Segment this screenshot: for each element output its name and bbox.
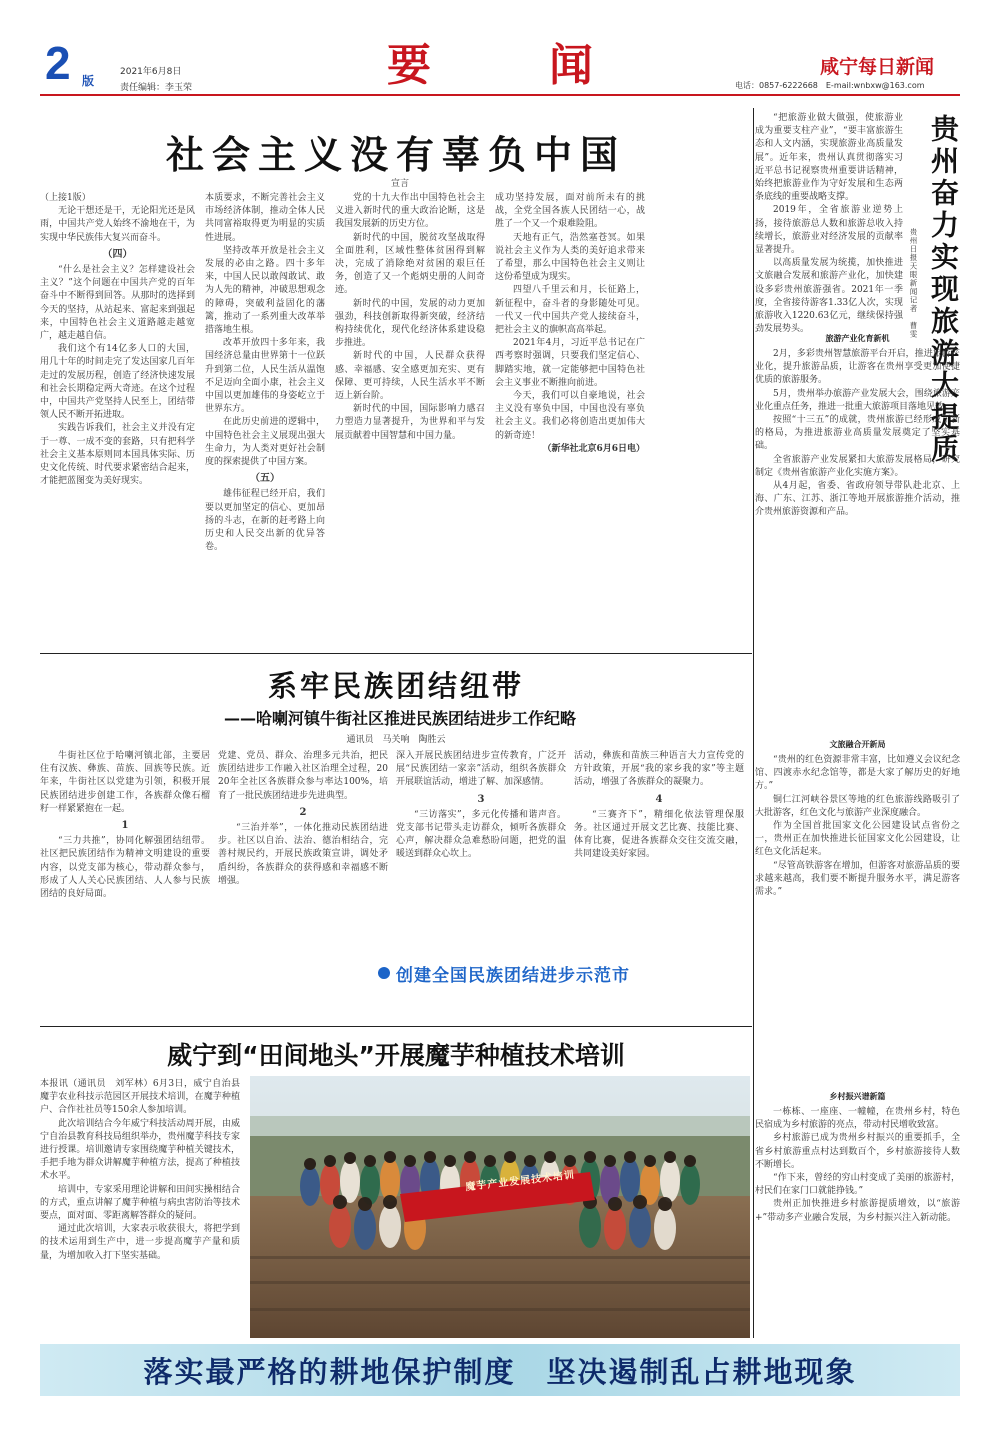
demo-city-banner: 创建全国民族团结进步示范市 (378, 960, 748, 986)
photo-banner-text: 魔芋产业发展技术培训 (464, 1169, 576, 1194)
article-column-4: 活动，彝族和苗族三种语言大力宣传党的方针政策，开展“我的家乡我的家”等主题活动，增强了各族群众的凝聚力。 4 “三赛齐下”，精细化依法管理保服务。社区通过开展文艺比赛、技能比赛、体育比赛，促进各族群众交往交流交融，共同建设美好家园。 (574, 751, 744, 860)
page-number: 2 (45, 37, 71, 89)
paper-name: 咸宁每日新闻 (820, 56, 935, 78)
editor-credit: 责任编辑：李玉荣 (120, 83, 193, 93)
article-body: 本报讯（通讯员 刘军林）6月3日，威宁自治县魔芋农业科技示范园区开展技术培训，在魔芋种植户、合作社社员等150余人参加培训。 此次培训结合今年威宁科技活动周开展，由威宁自治县教育科技局组织举办，贵州魔芋科技专家进行授课。培训邀请专家围绕魔芋种植关键技术，手把手地为群众讲解魔芋种植方法，提高了种植技术水平。 培训中，专家采用理论讲解和田间实操相结合的方式，重点讲解了魔芋种植与病虫害防治等技术要点，面对面、零距离解答群众的疑问。 通过此次培训，大家表示收获很大，将把学到的技术运用到生产中，进一步提高魔芋产量和质量，为增加收入打下坚实基础。 (40, 1079, 240, 1261)
article-byline: 宣言 (390, 179, 409, 189)
side-column-tourism (755, 108, 960, 1338)
article-subtitle: ——哈喇河镇牛街社区推进民族团结进步工作纪略 (223, 709, 576, 728)
side-block-2: 2月，多彩贵州智慧旅游平台开启，推进旅游产业化，提升旅游品质，让游客在贵州享受更加便捷优质的旅游服务。 5月，贵州举办旅游产业发展大会，围绕旅游产业化重点任务，推进一批重大旅游项目落地见效。 按照“十三五”的成就，贵州旅游已经形成了新的格局，为推进旅游业高质量发展奠定了坚实基础。 全省旅游产业发展紧扣大旅游发展格局，研究制定《贵州省旅游产业化实施方案》。 从4月起，省委、省政府领导带队赴北京、上海、广东、江苏、浙江等地开展旅游推介活动，推介贵州旅游资源和产品。 (755, 349, 960, 518)
article-column-3: 深入开展民族团结进步宣传教育，广泛开展“民族团结一家亲”活动，组织各族群众开展联谊活动，增进了解、加深感情。 3 “三访落实”，多元化传播和谐声音。党支部书记带头走访群众，倾听各族群众心声，解决群众急难愁盼问题，把党的温暖送到群众心坎上。 (396, 751, 566, 860)
section-title: 要 闻 (387, 40, 603, 91)
article-column-2: 党建、党员、群众、治理多元共治，把民族团结进步工作融入社区治理全过程，2020年全社区各族群众参与率达100%，培育了一批民族团结进步先进典型。 2 “三治并举”，一体化推动民族团结进步。社区以自治、法治、德治相结合，完善村规民约，开展民族政策宣讲，调处矛盾纠纷，各族群众的获得感和幸福感不断增强。 (218, 751, 388, 886)
side-column-divider (753, 108, 754, 1338)
article-socialism (40, 100, 752, 652)
vertical-byline: 贵州日报天眼新闻记者 曹雯 (909, 228, 918, 339)
article-konjac-training (40, 1030, 752, 1340)
article-byline: 通讯员 马关响 陶胜云 (346, 735, 446, 745)
side-heading-1: 旅游产业化育新机 (825, 334, 890, 343)
contact-info: 电话：0857-6222668 E-mail:wnbxw@163.com (735, 81, 925, 90)
side-heading-3: 乡村振兴谱新篇 (829, 1092, 886, 1101)
side-block-4: 一栋栋、一座座、一幢幢，在贵州乡村，特色民宿成为乡村旅游的亮点，带动村民增收致富。 乡村旅游已成为贵州乡村振兴的重要抓手，全省乡村旅游重点村达到数百个，乡村旅游接待人数不断增长。 “作下来，曾经的穷山村变成了美丽的旅游村，村民们在家门口就能挣钱。” 贵州正加快推进乡村旅游提质增效，以“旅游+”带动多产业融合发展，为乡村振兴注入新动能。 (755, 1107, 960, 1223)
article-ethnic-unity (40, 658, 752, 1018)
training-photo (250, 1076, 750, 1338)
side-block-1: “把旅游业做大做强，使旅游业成为重要支柱产业”，“要丰富旅游生态和人文内涵，实现旅游业高质量发展”。近年来，贵州认真贯彻落实习近平总书记视察贵州重要讲话精神，始终把旅游业作为守好发展和生态两条底线的重要战略支撑。 2019年，全省旅游业逆势上扬，接待旅游总人数和旅游总收入持续增长，旅游业对经济发展的贡献率显著提升。 以高质量发展为统揽，加快推进文旅融合发展和旅游产业化，加快建设多彩贵州旅游强省。2021年一季度，全省接待游客1.33亿人次，实现旅游收入1220.63亿元，继续保持强劲发展势头。 (755, 113, 903, 335)
side-heading-2: 文旅融合开新局 (829, 740, 886, 749)
masthead-rule (40, 94, 960, 96)
masthead (0, 0, 1000, 100)
article-column-1: （上接1版） 无论干想还是干，无论阳光还是风雨，中国共产党人始终不渝地在干，为实现中华民族伟大复兴而奋斗。 （四） “什么是社会主义？怎样建设社会主义？”这个问题在中国共产党的百年奋斗中不断得到回答。从那时的选择到今天的坚持，从站起来、富起来到强起来，中国特色社会主义道路越走越宽广，越走越自信。 我们这个有14亿多人口的大国，用几十年的时间走完了发达国家几百年走过的发展历程，创造了经济快速发展和社会长期稳定两大奇迹。在这个过程中，中国共产党坚持人民至上，团结带领人民不断开拓进取。 实践告诉我们，社会主义并没有定于一尊、一成不变的套路，只有把科学社会主义基本原则同本国具体实际、历史文化传统、时代要求紧密结合起来，才能把蓝图变为美好现实。 (40, 193, 195, 487)
article-divider (40, 1026, 752, 1027)
side-block-3: “贵州的红色资源非常丰富，比如遵义会议纪念馆、四渡赤水纪念馆等，都是大家了解历史的好地方。” 铜仁江河峡谷景区等地的红色旅游线路吸引了大批游客，红色文化与旅游产业深度融合。 作为全国首批国家文化公园建设试点省份之一，贵州正在加快推进长征国家文化公园建设，让红色文化活起来。 “尽管高铁游客在增加，但游客对旅游品质的要求越来越高，我们要不断提升服务水平，满足游客需求。” (755, 755, 960, 898)
farmland-protection-banner: 落实最严格的耕地保护制度 坚决遏制乱占耕地现象 (40, 1344, 960, 1396)
article-source: （新华社北京6月6日电） (542, 443, 645, 454)
vertical-title: 贵州奋力实现旅游大提质 (927, 114, 960, 466)
article-column-3: 党的十九大作出中国特色社会主义进入新时代的重大政治论断，这是我国发展新的历史方位。 新时代的中国，脱贫攻坚战取得全面胜利，区域性整体贫困得到解决，完成了消除绝对贫困的艰巨任务，创造了又一个彪炳史册的人间奇迹。 新时代的中国，发展的动力更加强劲，科技创新取得新突破，经济结构持续优化，现代化经济体系建设稳步推进。 新时代的中国，人民群众获得感、幸福感、安全感更加充实、更有保障、更可持续，人民生活水平不断迈上新台阶。 新时代的中国，国际影响力感召力塑造力显著提升，为世界和平与发展贡献着中国智慧和中国力量。 (335, 193, 485, 441)
article-column-1: 牛街社区位于哈喇河镇北部，主要居住有汉族、彝族、苗族、回族等民族。近年来，牛街社区以党建为引领，积极开展民族团结进步创建工作，各族群众像石榴籽一样紧紧抱在一起。 1 “三力共推”，协同化解强团结纽带。社区把民族团结作为精神文明建设的重要内容，以党支部为核心，带动群众参与，形成了人人关心民族团结、人人参与民族团结的良好局面。 (40, 751, 210, 900)
article-title: 系牢民族团结纽带 (267, 669, 524, 703)
article-title: 社会主义没有辜负中国 (165, 133, 626, 177)
article-column-4: 成功坚持发展，面对前所未有的挑战，全党全国各族人民团结一心，战胜了一个又一个艰难险阻。 天地有正气，浩然塞苍冥。如果说社会主义作为人类的美好追求带来了希望，那么中国特色社会主义则让这份希望成为现实。 四望八千里云和月，长征路上，新征程中，奋斗者的身影随处可见。一代又一代中国共产党人接续奋斗，把社会主义的旗帜高高举起。 2021年4月，习近平总书记在广西考察时强调，只要我们坚定信心、脚踏实地，就一定能够把中国特色社会主义事业不断推向前进。 今天，我们可以自豪地说，社会主义没有辜负中国，中国也没有辜负社会主义。我们必将创造出更加伟大的新奇迹！ （新华社北京6月6日电） (495, 192, 645, 632)
bullet-icon (378, 967, 390, 979)
article-divider (40, 653, 752, 654)
page-suffix: 版 (82, 74, 95, 88)
article-column-2: 本质要求，不断完善社会主义市场经济体制，推动全体人民共同富裕取得更为明显的实质性进展。 坚持改革开放是社会主义发展的必由之路。四十多年来，中国人民以敢闯敢试、敢为人先的精神，冲破思想观念的障碍，突破利益固化的藩篱，推动了一系列重大改革举措落地生根。 改革开放四十多年来，我国经济总量由世界第十一位跃升到第二位，人民生活从温饱不足迈向全面小康，社会主义中国以更加雄伟的身姿屹立于世界东方。 在此历史前进的逻辑中，中国特色社会主义展现出强大生命力，为人类对更好社会制度的探索提供了中国方案。 （五） 雄伟征程已经开启，我们要以更加坚定的信心、更加昂扬的斗志，在新的赶考路上向历史和人民交出新的优异答卷。 (205, 193, 325, 553)
issue-date: 2021年6月8日 (120, 67, 182, 77)
article-title: 威宁到“田间地头”开展魔芋种植技术培训 (167, 1041, 625, 1070)
